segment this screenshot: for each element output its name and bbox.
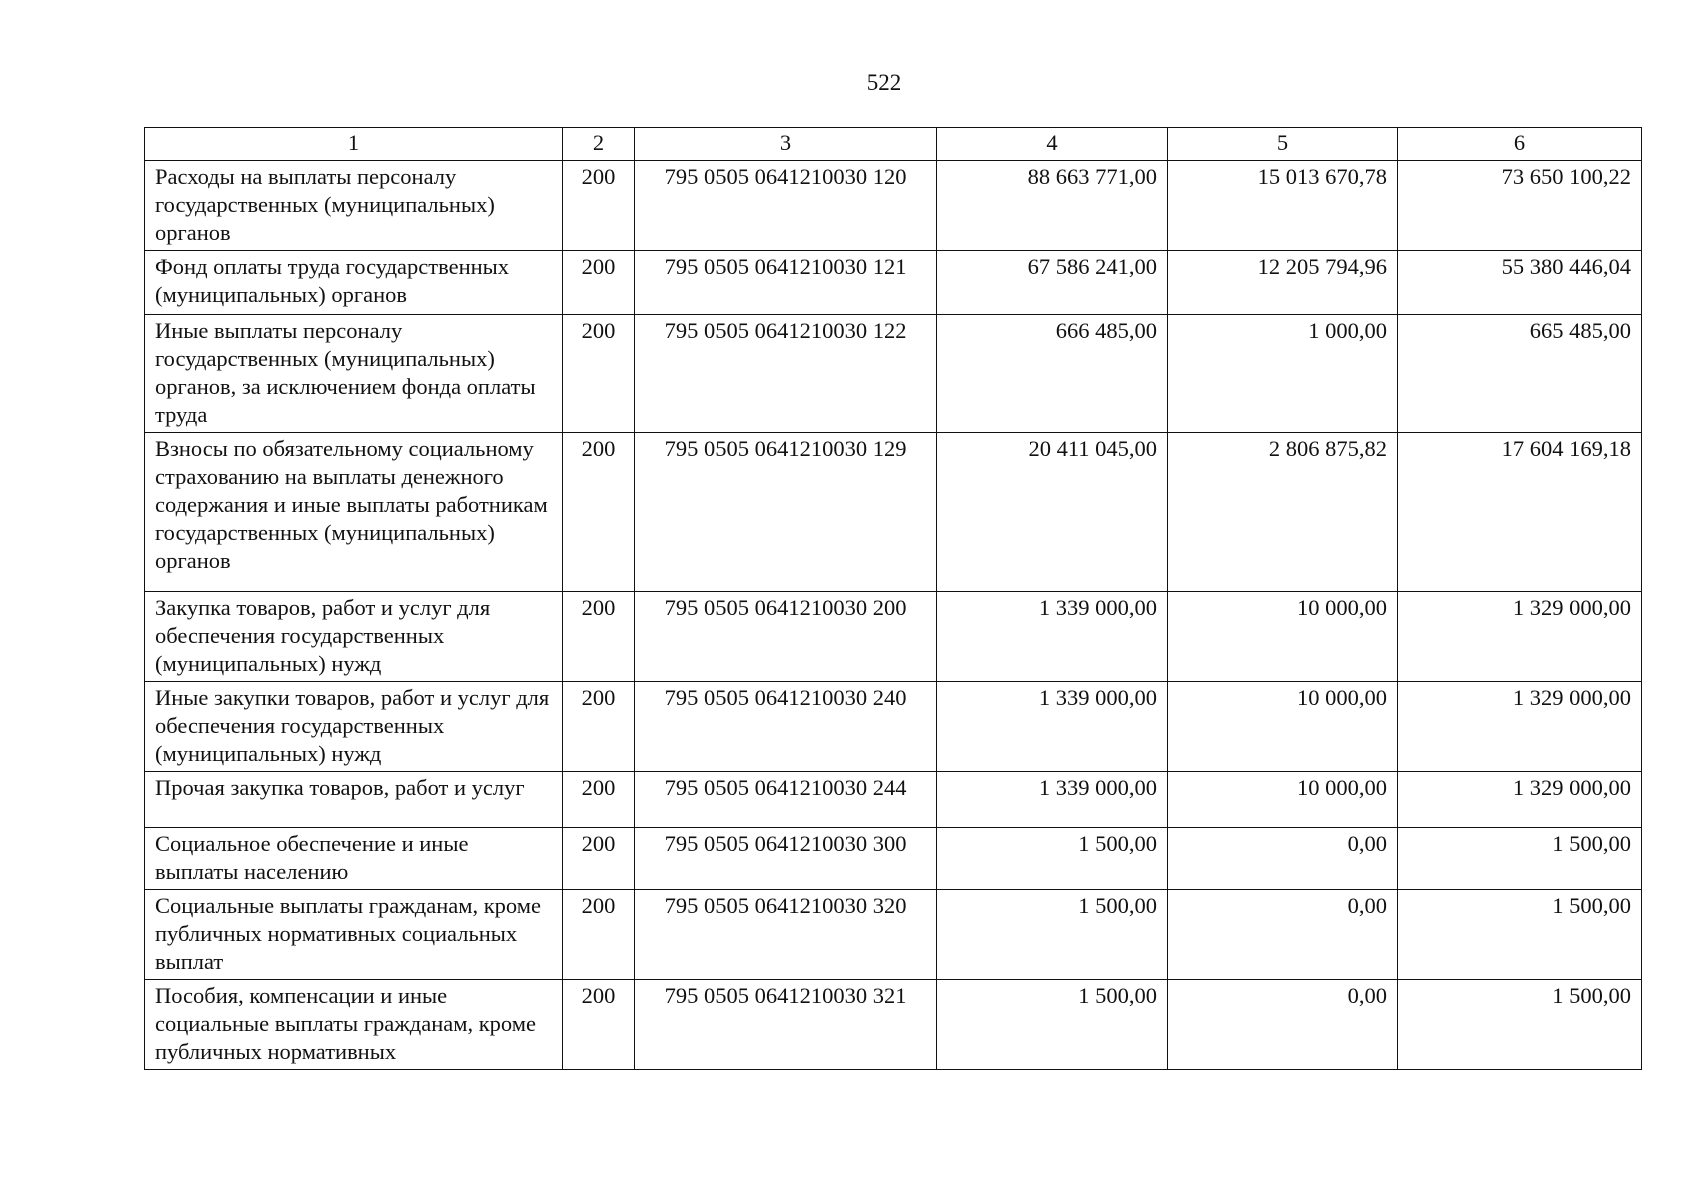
line-code-cell: 200: [563, 682, 635, 772]
line-code-cell: 200: [563, 315, 635, 433]
unexecuted-amount-cell: 1 500,00: [1398, 828, 1642, 890]
line-code-cell: 200: [563, 828, 635, 890]
approved-amount-cell: 88 663 771,00: [937, 161, 1168, 251]
column-header: 2: [563, 128, 635, 161]
column-number-header-row: [145, 128, 1642, 161]
approved-amount-cell: 1 500,00: [937, 980, 1168, 1070]
budget-code-cell: 795 0505 0641210030 122: [635, 315, 937, 433]
approved-amount-cell: 1 500,00: [937, 890, 1168, 980]
budget-code-cell: 795 0505 0641210030 321: [635, 980, 937, 1070]
row-name-cell: Взносы по обязательному социальному страхованию на выплаты денежного содержания и иные выплаты работникам государственных (муниципальных) органов: [145, 433, 563, 592]
approved-amount-cell: 67 586 241,00: [937, 251, 1168, 315]
unexecuted-amount-cell: 1 500,00: [1398, 980, 1642, 1070]
budget-execution-table: [144, 127, 1642, 1070]
budget-code-cell: 795 0505 0641210030 300: [635, 828, 937, 890]
row-name-cell: Иные закупки товаров, работ и услуг для обеспечения государственных (муниципальных) нужд: [145, 682, 563, 772]
line-code-cell: 200: [563, 980, 635, 1070]
executed-amount-cell: 2 806 875,82: [1168, 433, 1398, 592]
table-row: [145, 828, 1642, 890]
approved-amount-cell: 1 500,00: [937, 828, 1168, 890]
budget-code-cell: 795 0505 0641210030 240: [635, 682, 937, 772]
column-header: 6: [1398, 128, 1642, 161]
budget-code-cell: 795 0505 0641210030 320: [635, 890, 937, 980]
unexecuted-amount-cell: 1 329 000,00: [1398, 592, 1642, 682]
table-row: [145, 433, 1642, 592]
table-row: [145, 772, 1642, 828]
row-name-cell: Фонд оплаты труда государственных (муниципальных) органов: [145, 251, 563, 315]
table-row: [145, 890, 1642, 980]
executed-amount-cell: 0,00: [1168, 890, 1398, 980]
row-name-cell: Закупка товаров, работ и услуг для обеспечения государственных (муниципальных) нужд: [145, 592, 563, 682]
unexecuted-amount-cell: 1 500,00: [1398, 890, 1642, 980]
line-code-cell: 200: [563, 592, 635, 682]
line-code-cell: 200: [563, 772, 635, 828]
table-row: [145, 682, 1642, 772]
executed-amount-cell: 10 000,00: [1168, 592, 1398, 682]
line-code-cell: 200: [563, 161, 635, 251]
approved-amount-cell: 1 339 000,00: [937, 772, 1168, 828]
table-row: [145, 315, 1642, 433]
page-number: 522: [866, 70, 902, 95]
unexecuted-amount-cell: 665 485,00: [1398, 315, 1642, 433]
column-header: 1: [145, 128, 563, 161]
budget-code-cell: 795 0505 0641210030 200: [635, 592, 937, 682]
approved-amount-cell: 1 339 000,00: [937, 682, 1168, 772]
row-name-cell: Пособия, компенсации и иные социальные выплаты гражданам, кроме публичных нормативных: [145, 980, 563, 1070]
row-name-cell: Социальные выплаты гражданам, кроме публичных нормативных социальных выплат: [145, 890, 563, 980]
executed-amount-cell: 0,00: [1168, 980, 1398, 1070]
row-name-cell: Иные выплаты персоналу государственных (муниципальных) органов, за исключением фонда оплаты труда: [145, 315, 563, 433]
approved-amount-cell: 1 339 000,00: [937, 592, 1168, 682]
executed-amount-cell: 10 000,00: [1168, 772, 1398, 828]
executed-amount-cell: 1 000,00: [1168, 315, 1398, 433]
executed-amount-cell: 0,00: [1168, 828, 1398, 890]
budget-code-cell: 795 0505 0641210030 129: [635, 433, 937, 592]
line-code-cell: 200: [563, 890, 635, 980]
column-header: 3: [635, 128, 937, 161]
row-name-cell: Прочая закупка товаров, работ и услуг: [145, 772, 563, 828]
budget-code-cell: 795 0505 0641210030 121: [635, 251, 937, 315]
unexecuted-amount-cell: 1 329 000,00: [1398, 682, 1642, 772]
column-header: 4: [937, 128, 1168, 161]
executed-amount-cell: 15 013 670,78: [1168, 161, 1398, 251]
line-code-cell: 200: [563, 251, 635, 315]
line-code-cell: 200: [563, 433, 635, 592]
approved-amount-cell: 20 411 045,00: [937, 433, 1168, 592]
table-row: [145, 980, 1642, 1070]
row-name-cell: Социальное обеспечение и иные выплаты населению: [145, 828, 563, 890]
table-row: [145, 592, 1642, 682]
budget-code-cell: 795 0505 0641210030 120: [635, 161, 937, 251]
row-name-cell: Расходы на выплаты персоналу государственных (муниципальных) органов: [145, 161, 563, 251]
unexecuted-amount-cell: 73 650 100,22: [1398, 161, 1642, 251]
column-header: 5: [1168, 128, 1398, 161]
executed-amount-cell: 10 000,00: [1168, 682, 1398, 772]
executed-amount-cell: 12 205 794,96: [1168, 251, 1398, 315]
unexecuted-amount-cell: 55 380 446,04: [1398, 251, 1642, 315]
table-row: [145, 251, 1642, 315]
budget-code-cell: 795 0505 0641210030 244: [635, 772, 937, 828]
approved-amount-cell: 666 485,00: [937, 315, 1168, 433]
unexecuted-amount-cell: 17 604 169,18: [1398, 433, 1642, 592]
table-row: [145, 161, 1642, 251]
unexecuted-amount-cell: 1 329 000,00: [1398, 772, 1642, 828]
